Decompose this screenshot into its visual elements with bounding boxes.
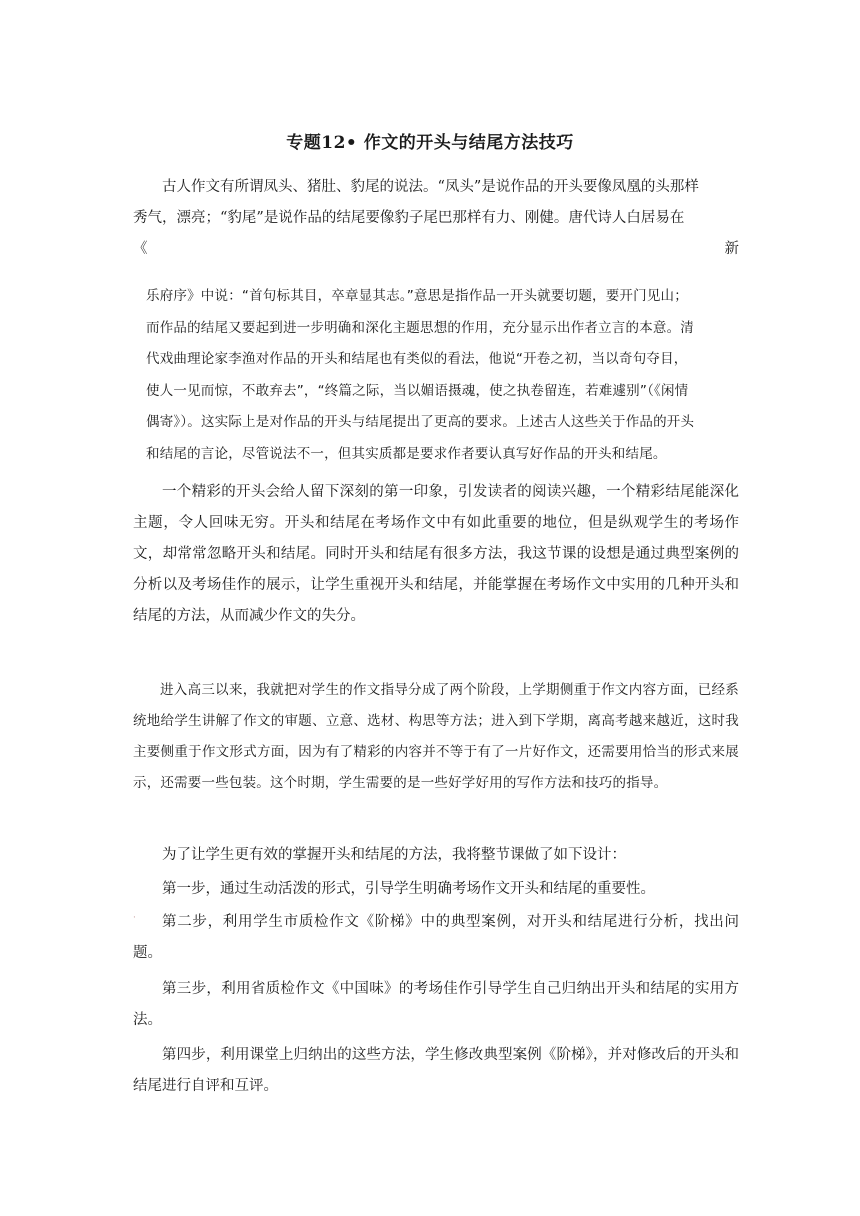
document-title: 专题12• 作文的开头与结尾方法技巧	[286, 133, 574, 153]
text-fragment: 新	[724, 241, 739, 257]
paragraph-importance: 一个精彩的开头会给人留下深刻的第一印象，引发读者的阅读兴趣，一个精彩结尾能深化主题，令人回味无穷。开头和结尾在考场作文中有如此重要的地位，但是纵观学生的考场作文，却常常忽略开头和结尾。同时开头和结尾有很多方法，我这节课的设想是通过典型案例的分析以及考场佳作的展示，让学生重视开头和结尾，并能掌握在考场作文中实用的几种开头和结尾的方法，从而减少作文的失分。	[133, 484, 739, 624]
text-line: 使人一见而惊，不敢弃去”，“终篇之际，当以媚语摄魂，使之执卷留连，若难遽别”（《闲情	[146, 382, 689, 399]
text-line: 和结尾的言论，尽管说法不一，但其实质都是要求作者要认真写好作品的开头和结尾。	[146, 445, 667, 462]
step-one: 第一步，通过生动活泼的形式，引导学生明确考场作文开头和结尾的重要性。	[162, 881, 655, 897]
text-line: 秀气，漂亮；“豹尾”是说作品的结尾要像豹子尾巴那样有力、刚健。唐代诗人白居易在	[133, 210, 685, 226]
text-line: 而作品的结尾又要起到进一步明确和深化主题思想的作用，充分显示出作者立言的本意。清	[146, 319, 694, 336]
step-four: 第四步，利用课堂上归纳出的这些方法，学生修改典型案例《阶梯》，并对修改后的开头和结尾进行自评和互评。	[133, 1047, 739, 1094]
text-line: 偶寄》）。这实际上是对作品的开头与结尾提出了更高的要求。上述古人这些关于作品的开头	[146, 414, 695, 430]
paragraph-design: 为了让学生更有效的掌握开头和结尾的方法，我将整节课做了如下设计：	[162, 847, 626, 863]
paragraph-intro	[133, 172, 739, 265]
text-line: 乐府序》中说：“首句标其目，卒章显其志。”意思是指作品一开头就要切题，要开门见山；	[146, 288, 688, 304]
text-line: 代戏曲理论家李渔对作品的开头和结尾也有类似的看法，他说“开卷之初，当以奇句夺目，	[146, 351, 688, 367]
text-line: 古人作文有所谓凤头、猪肚、豹尾的说法。“凤头”是说作品的开头要像凤凰的头那样	[162, 179, 699, 195]
paragraph-stages: 进入高三以来，我就把对学生的作文指导分成了两个阶段，上学期侧重于作文内容方面，已经系统地给学生讲解了作文的审题、立意、选材、构思等方法；进入到下学期，离高考越来越近，这时我主要侧重于作文形式方面，因为有了精彩的内容并不等于有了一片好作文，还需要用恰当的形式来展示，还需要一些包装。这个时期，学生需要的是一些好学好用的写作方法和技巧的指导。	[133, 682, 739, 791]
step-three: 第三步，利用省质检作文《中国味》的考场佳作引导学生自己归纳出开头和结尾的实用方法。	[133, 981, 739, 1028]
margin-mark: ·	[133, 913, 136, 923]
step-two: 第二步，利用学生市质检作文《阶梯》中的典型案例，对开头和结尾进行分析，找出问题。	[133, 914, 739, 961]
text-fragment: 《	[133, 241, 148, 257]
text-line	[133, 234, 739, 265]
paragraph-quote	[146, 281, 746, 470]
